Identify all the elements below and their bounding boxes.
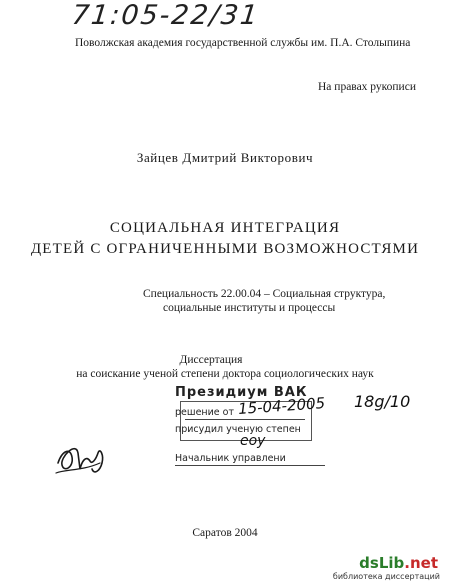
handwritten-catalog-number: 71:05-22/31 bbox=[70, 0, 262, 31]
title-line-1: СОЦИАЛЬНАЯ ИНТЕГРАЦИЯ bbox=[109, 220, 341, 236]
stamp-line-3: присудил ученую степен bbox=[175, 424, 301, 435]
watermark-subtitle: библиотека диссертаций bbox=[332, 572, 440, 581]
degree-block bbox=[0, 353, 450, 381]
stamp-line-1: Президиум ВАК bbox=[175, 385, 308, 400]
institution-name: Поволжская академия государственной службы им. П.А. Столыпина bbox=[75, 37, 411, 49]
dissertation-title bbox=[0, 218, 450, 260]
degree-line-2: на соискание ученой степени доктора социологических наук bbox=[76, 368, 374, 380]
stamp-rule-bottom bbox=[175, 465, 325, 466]
dslib-watermark bbox=[334, 556, 442, 582]
handwritten-signature-icon bbox=[52, 433, 112, 483]
handwritten-reference: 18g/10 bbox=[354, 392, 411, 411]
title-line-2: ДЕТЕЙ С ОГРАНИЧЕННЫМИ ВОЗМОЖНОСТЯМИ bbox=[30, 241, 420, 257]
specialty-line-1: Специальность 22.00.04 – Социальная структура, bbox=[143, 288, 386, 300]
logo-text-part1: dsLib bbox=[359, 554, 405, 572]
specialty-line-2: социальные институты и процессы bbox=[163, 302, 336, 314]
logo-text-part2: .net bbox=[404, 554, 438, 572]
handwritten-initials: eoy bbox=[240, 433, 266, 449]
specialty-block bbox=[143, 287, 386, 315]
author-name: Зайцев Дмитрий Викторович bbox=[136, 150, 314, 165]
degree-line-1: Диссертация bbox=[179, 354, 243, 366]
handwritten-date: 15-04-2005 bbox=[237, 393, 326, 419]
stamp-line-2: решение от bbox=[175, 407, 235, 418]
stamp-line-4: Начальник управлени bbox=[175, 453, 286, 464]
manuscript-rights-note: На правах рукописи bbox=[318, 81, 416, 93]
place-and-year: Саратов 2004 bbox=[192, 527, 258, 539]
stamp-rule bbox=[185, 419, 305, 420]
dslib-logo bbox=[359, 554, 438, 572]
